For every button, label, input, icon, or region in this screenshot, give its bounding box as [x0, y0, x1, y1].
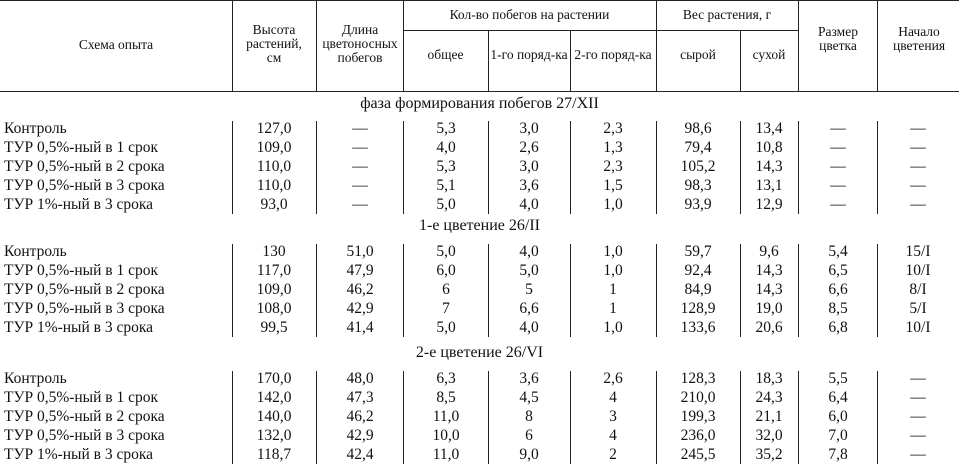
row-value-start: 10/I: [905, 262, 931, 279]
header-weight-dry: сухой: [752, 47, 786, 62]
column-divider: [403, 371, 404, 464]
column-divider: [232, 371, 233, 464]
header-divider: [232, 0, 233, 91]
row-value-size: 5,4: [828, 243, 848, 260]
row-value-start: —: [910, 196, 926, 213]
column-divider: [656, 244, 657, 337]
row-value-raw: 199,3: [680, 408, 716, 425]
row-value-height: 110,0: [256, 177, 292, 194]
row-value-total: 8,5: [436, 389, 456, 406]
row-value-dry: 21,1: [755, 408, 783, 425]
column-divider: [316, 371, 317, 464]
row-value-size: 5,5: [828, 370, 848, 387]
row-scheme-label: Контроль: [4, 370, 67, 387]
row-value-dry: 12,9: [755, 196, 783, 213]
row-value-length: —: [352, 120, 368, 137]
row-value-first: 5,0: [519, 262, 539, 279]
header-shoots-total: общее: [427, 47, 464, 62]
row-value-first: 9,0: [519, 446, 539, 463]
row-value-length: 42,4: [346, 446, 374, 463]
row-value-raw: 236,0: [680, 427, 716, 444]
header-shoots-second: 2-го поряд-ка: [574, 47, 652, 62]
row-value-height: 93,0: [260, 196, 288, 213]
row-scheme-label: ТУР 0,5%-ный в 2 срока: [4, 281, 165, 298]
row-value-start: —: [910, 139, 926, 156]
row-value-raw: 92,4: [684, 262, 712, 279]
row-value-dry: 10,8: [755, 139, 783, 156]
row-value-dry: 19,0: [755, 300, 783, 317]
row-value-height: 109,0: [256, 281, 292, 298]
row-value-total: 7: [442, 300, 450, 317]
row-value-height: 108,0: [256, 300, 292, 317]
row-value-length: —: [352, 196, 368, 213]
row-value-size: 6,0: [828, 408, 848, 425]
row-value-raw: 98,6: [684, 120, 712, 137]
header-bottom-line: [0, 91, 959, 92]
header-top-line: [0, 0, 959, 1]
row-value-size: —: [830, 177, 846, 194]
row-value-size: —: [830, 196, 846, 213]
row-value-raw: 79,4: [684, 139, 712, 156]
row-value-height: 127,0: [256, 120, 292, 137]
column-divider: [403, 244, 404, 337]
row-value-total: 5,0: [436, 319, 456, 336]
row-value-start: —: [910, 177, 926, 194]
row-value-start: —: [910, 120, 926, 137]
row-value-raw: 93,9: [684, 196, 712, 213]
row-scheme-label: ТУР 0,5%-ный в 1 срок: [4, 262, 158, 279]
row-value-total: 6,3: [436, 370, 456, 387]
row-value-start: 10/I: [905, 319, 931, 336]
column-divider: [316, 121, 317, 214]
row-value-second: 4: [609, 389, 617, 406]
row-value-dry: 18,3: [755, 370, 783, 387]
row-value-length: —: [352, 158, 368, 175]
row-value-length: —: [352, 177, 368, 194]
row-value-second: 1: [609, 281, 617, 298]
row-value-first: 4,5: [519, 389, 539, 406]
column-divider: [232, 244, 233, 337]
row-value-second: 1,5: [603, 177, 623, 194]
row-value-start: 5/I: [909, 300, 927, 317]
row-value-total: 5,3: [436, 158, 456, 175]
row-value-size: 6,8: [828, 319, 848, 336]
row-value-first: 6,6: [519, 300, 539, 317]
column-divider: [570, 371, 571, 464]
row-scheme-label: ТУР 0,5%-ный в 2 срока: [4, 158, 165, 175]
row-value-length: 41,4: [346, 319, 374, 336]
row-value-size: 8,5: [828, 300, 848, 317]
header-scheme: Схема опыта: [78, 37, 154, 52]
row-value-raw: 128,3: [680, 370, 716, 387]
row-value-size: 6,5: [828, 262, 848, 279]
row-value-dry: 14,3: [755, 262, 783, 279]
row-value-start: —: [910, 158, 926, 175]
row-value-size: —: [830, 139, 846, 156]
row-value-first: 8: [525, 408, 533, 425]
row-value-size: 7,0: [828, 427, 848, 444]
row-value-first: 4,0: [519, 243, 539, 260]
section-title: 1-е цветение 26/II: [419, 217, 540, 234]
row-value-start: —: [910, 446, 926, 463]
row-scheme-label: ТУР 0,5%-ный в 1 срок: [4, 389, 158, 406]
weight-group-underline: [656, 30, 798, 31]
row-value-second: 2,3: [603, 120, 623, 137]
header-bloom-start: Начало цветения: [892, 24, 946, 53]
header-length: Длина цветоносных побегов: [322, 22, 398, 65]
row-value-first: 2,6: [519, 139, 539, 156]
row-value-raw: 105,2: [680, 158, 716, 175]
row-value-second: 1: [609, 300, 617, 317]
row-value-first: 3,6: [519, 370, 539, 387]
row-value-length: 46,2: [346, 408, 374, 425]
row-value-first: 5: [525, 281, 533, 298]
row-value-height: 132,0: [256, 427, 292, 444]
row-value-total: 10,0: [432, 427, 460, 444]
row-value-total: 6,0: [436, 262, 456, 279]
header-divider: [570, 30, 571, 91]
row-value-size: 6,6: [828, 281, 848, 298]
row-value-size: 7,8: [828, 446, 848, 463]
header-weight-group: Вес растения, г: [682, 7, 772, 22]
row-scheme-label: ТУР 1%-ный в 3 срока: [4, 319, 154, 336]
column-divider: [656, 121, 657, 214]
column-divider: [232, 121, 233, 214]
row-value-length: 47,9: [346, 262, 374, 279]
row-value-dry: 14,3: [755, 281, 783, 298]
row-value-start: —: [910, 370, 926, 387]
row-value-size: —: [830, 158, 846, 175]
column-divider: [570, 244, 571, 337]
shoots-group-underline: [403, 30, 656, 31]
row-value-raw: 245,5: [680, 446, 716, 463]
row-value-length: 46,2: [346, 281, 374, 298]
row-value-raw: 128,9: [680, 300, 716, 317]
row-value-height: 142,0: [256, 389, 292, 406]
row-value-dry: 13,4: [755, 120, 783, 137]
row-value-length: 47,3: [346, 389, 374, 406]
row-value-total: 5,3: [436, 120, 456, 137]
header-shoots-group: Кол-во побегов на растении: [449, 7, 610, 22]
row-value-dry: 9,6: [759, 243, 779, 260]
row-value-first: 4,0: [519, 319, 539, 336]
row-scheme-label: ТУР 1%-ный в 3 срока: [4, 196, 154, 213]
row-value-start: —: [910, 389, 926, 406]
row-value-dry: 32,0: [755, 427, 783, 444]
row-value-length: 51,0: [346, 243, 374, 260]
header-height: Высота растений, см: [246, 22, 302, 65]
row-value-length: —: [352, 139, 368, 156]
row-value-dry: 35,2: [755, 446, 783, 463]
row-scheme-label: ТУР 0,5%-ный в 3 срока: [4, 177, 165, 194]
row-value-second: 2: [609, 446, 617, 463]
row-value-second: 1,0: [603, 196, 623, 213]
header-divider: [798, 0, 799, 91]
row-value-total: 5,1: [436, 177, 456, 194]
row-value-total: 6: [442, 281, 450, 298]
header-flower-size: Размер цветка: [818, 24, 858, 53]
row-value-second: 1,0: [603, 262, 623, 279]
row-scheme-label: ТУР 0,5%-ный в 3 срока: [4, 300, 165, 317]
row-scheme-label: ТУР 0,5%-ный в 2 срока: [4, 408, 165, 425]
row-value-height: 118,7: [256, 446, 292, 463]
row-value-height: 130: [262, 243, 286, 260]
row-value-raw: 84,9: [684, 281, 712, 298]
row-value-second: 4: [609, 427, 617, 444]
row-value-start: 8/I: [909, 281, 927, 298]
row-value-height: 99,5: [260, 319, 288, 336]
row-value-height: 109,0: [256, 139, 292, 156]
row-value-start: —: [910, 408, 926, 425]
column-divider: [316, 244, 317, 337]
row-value-first: 3,0: [519, 158, 539, 175]
header-divider: [488, 30, 489, 91]
row-value-height: 117,0: [256, 262, 292, 279]
row-value-length: 48,0: [346, 370, 374, 387]
row-value-first: 3,0: [519, 120, 539, 137]
row-value-size: 6,4: [828, 389, 848, 406]
row-value-size: —: [830, 120, 846, 137]
row-value-second: 3: [609, 408, 617, 425]
column-divider: [570, 121, 571, 214]
row-value-raw: 210,0: [680, 389, 716, 406]
row-value-height: 140,0: [256, 408, 292, 425]
row-value-dry: 13,1: [755, 177, 783, 194]
row-value-second: 2,3: [603, 158, 623, 175]
row-value-raw: 59,7: [684, 243, 712, 260]
column-divider: [403, 121, 404, 214]
row-scheme-label: ТУР 0,5%-ный в 1 срок: [4, 139, 158, 156]
row-value-length: 42,9: [346, 300, 374, 317]
row-value-start: —: [910, 427, 926, 444]
row-value-raw: 98,3: [684, 177, 712, 194]
row-value-dry: 24,3: [755, 389, 783, 406]
row-value-total: 4,0: [436, 139, 456, 156]
row-value-total: 11,0: [432, 408, 460, 425]
row-scheme-label: Контроль: [4, 120, 67, 137]
row-value-raw: 133,6: [680, 319, 716, 336]
row-scheme-label: ТУР 0,5%-ный в 3 срока: [4, 427, 165, 444]
header-divider: [316, 0, 317, 91]
header-weight-raw: сырой: [680, 47, 716, 62]
row-scheme-label: Контроль: [4, 243, 67, 260]
row-value-second: 1,0: [603, 319, 623, 336]
row-value-first: 3,6: [519, 177, 539, 194]
row-value-height: 110,0: [256, 158, 292, 175]
row-value-second: 1,0: [603, 243, 623, 260]
row-value-total: 11,0: [432, 446, 460, 463]
row-value-second: 1,3: [603, 139, 623, 156]
header-shoots-first: 1-го поряд-ка: [490, 47, 568, 62]
section-title: 2-е цветение 26/VI: [415, 344, 544, 361]
row-value-first: 4,0: [519, 196, 539, 213]
row-value-second: 2,6: [603, 370, 623, 387]
column-divider: [656, 371, 657, 464]
row-value-height: 170,0: [256, 370, 292, 387]
row-scheme-label: ТУР 1%-ный в 3 срока: [4, 446, 154, 463]
row-value-dry: 14,3: [755, 158, 783, 175]
row-value-length: 42,9: [346, 427, 374, 444]
section-title: фаза формирования побегов 27/XII: [360, 95, 599, 112]
row-value-total: 5,0: [436, 243, 456, 260]
row-value-dry: 20,6: [755, 319, 783, 336]
row-value-first: 6: [525, 427, 533, 444]
row-value-start: 15/I: [905, 243, 931, 260]
row-value-total: 5,0: [436, 196, 456, 213]
header-divider: [877, 0, 878, 91]
